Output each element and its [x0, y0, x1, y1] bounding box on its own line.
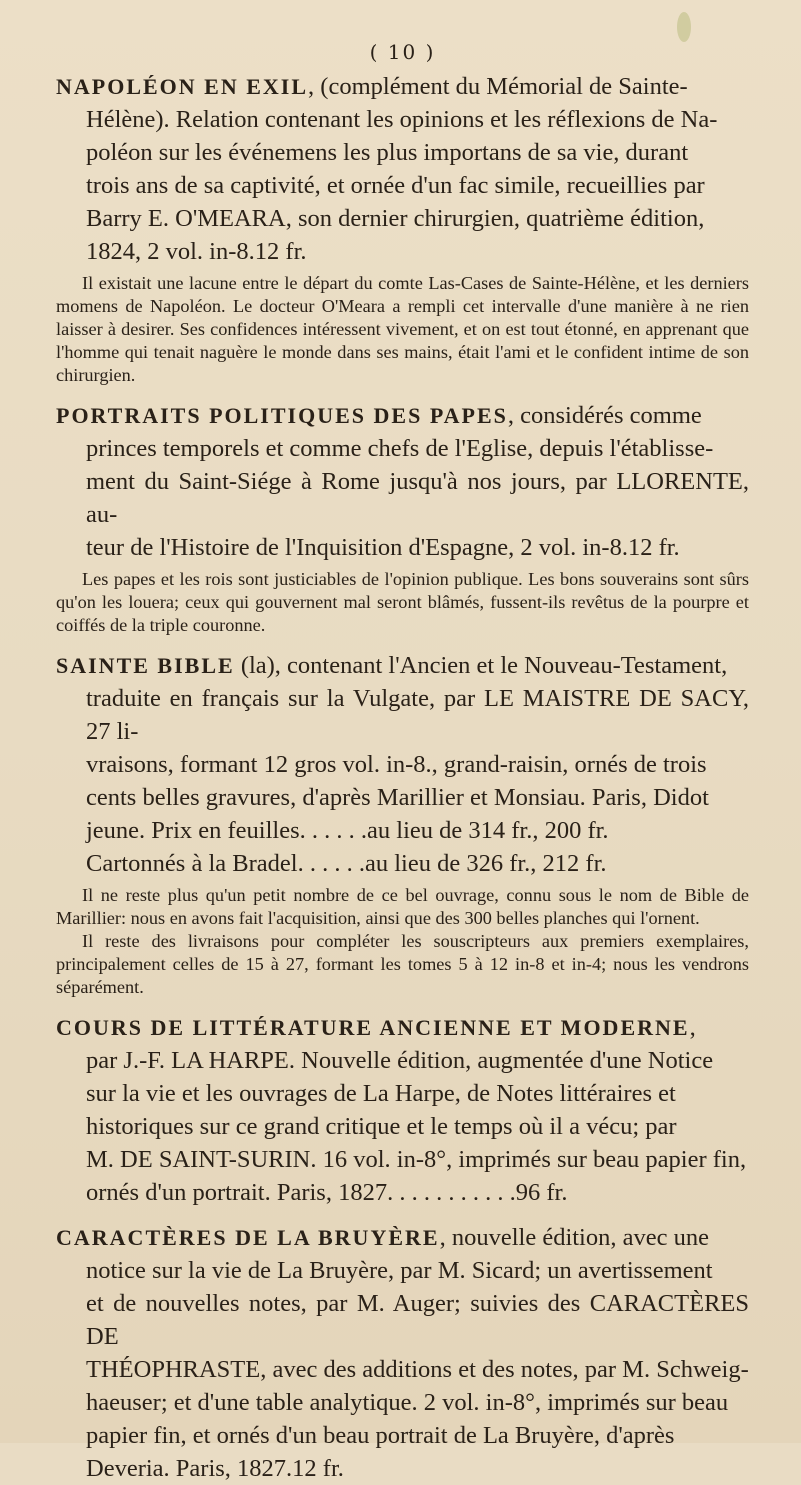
entry-note: Il existait une lacune entre le départ du comte Las-Cases de Sainte-Hélène, et les derniers momens de Napoléon. Le docteur O'Meara a rempli cet intervalle d'une manière à ne rien laisser à desirer. Ses confidences intéressent vivement, et on est tout étonné, en apprenant que l'homme qui tenait naguère le monde dans ses mains, était l'ami et le confident intime de son chirurgien.: [56, 273, 749, 385]
entry-heading: [56, 649, 749, 880]
price-line: [56, 1452, 749, 1485]
entry-text-line: traduite en français sur la Vulgate, par LE MAISTRE DE SACY, 27 li-: [86, 685, 749, 745]
catalog-entry-bible: [56, 649, 749, 999]
catalog-entry-papes: [56, 399, 749, 637]
entry-note: Il reste des livraisons pour compléter les souscripteurs aux premiers exemplaires, principalement celles de 15 à 27, formant les tomes 5 à 12 in-8 et in-4; nous les vendrons séparément.: [56, 931, 749, 997]
price-desc: 1824, 2 vol. in-8.: [86, 238, 255, 265]
price-line: [56, 531, 749, 564]
entry-text-line: princes temporels et comme chefs de l'Eglise, depuis l'établisse-: [86, 435, 714, 462]
entry-text-line: Hélène). Relation contenant les opinions et les réflexions de Na-: [86, 106, 718, 133]
entry-title: SAINTE BIBLE: [56, 653, 235, 678]
entry-heading: [56, 70, 749, 268]
price-line: [56, 814, 749, 847]
entry-text-line: Barry E. O'MEARA, son dernier chirurgien, quatrième édition,: [86, 205, 705, 232]
entry-text-line: , nouvelle édition, avec une: [439, 1224, 709, 1251]
price-line: [56, 235, 749, 268]
entry-text-line: par J.-F. LA HARPE. Nouvelle édition, augmentée d'une Notice: [86, 1047, 714, 1074]
entry-heading: [56, 1011, 749, 1209]
entry-text-line: (la), contenant l'Ancien et le Nouveau-Testament,: [234, 652, 728, 679]
entry-text-line: haeuser; et d'une table analytique. 2 vol. in-8°, imprimés sur beau: [86, 1389, 729, 1416]
catalog-entry-napoleon: [56, 70, 749, 387]
entry-text-line: historiques sur ce grand critique et le temps où il a vécu; par: [86, 1113, 677, 1140]
entry-text-line: M. DE SAINT-SURIN. 16 vol. in-8°, imprimés sur beau papier fin,: [86, 1146, 747, 1173]
entry-heading: [56, 399, 749, 564]
entry-text-line: et de nouvelles notes, par M. Auger; suivies des CARACTÈRES DE: [86, 1290, 749, 1350]
entry-text-line: , (complément du Mémorial de Sainte-: [308, 73, 688, 100]
price-desc: ornés d'un portrait. Paris, 1827. . . . . . . . . . .: [86, 1179, 516, 1206]
entry-title: NAPOLÉON EN EXIL: [56, 74, 309, 99]
entry-note: Les papes et les rois sont justiciables de l'opinion publique. Les bons souverains sont sûrs qu'on les louera; ceux qui gouvernent mal seront blâmés, fussent-ils revêtus de la pourpre et coiffés de la triple couronne.: [56, 569, 749, 635]
entry-title: CARACTÈRES DE LA BRUYÈRE: [56, 1225, 440, 1250]
entry-text-line: ,: [689, 1014, 696, 1041]
entry-text-line: trois ans de sa captivité, et ornée d'un fac simile, recueillies par: [86, 172, 705, 199]
paper-stain: [677, 12, 691, 42]
price-value: 96 fr.: [515, 1179, 568, 1206]
entry-text-line: THÉOPHRASTE, avec des additions et des notes, par M. Schweig-: [86, 1356, 749, 1383]
entry-text-line: vraisons, formant 12 gros vol. in-8., grand-raisin, ornés de trois: [86, 751, 707, 778]
catalog-entry-bruyere: [56, 1221, 749, 1485]
entry-text-line: poléon sur les événemens les plus importans de sa vie, durant: [86, 139, 689, 166]
price-desc: Deveria. Paris, 1827.: [86, 1455, 293, 1482]
entry-text-line: papier fin, et ornés d'un beau portrait de La Bruyère, d'après: [86, 1422, 675, 1449]
price-value: 12 fr.: [627, 534, 680, 561]
entry-title: COURS DE LITTÉRATURE ANCIENNE ET MODERNE: [56, 1015, 690, 1040]
price-desc: Cartonnés à la Bradel. . . . . .: [86, 850, 365, 877]
price-desc: teur de l'Histoire de l'Inquisition d'Espagne, 2 vol. in-8.: [86, 534, 628, 561]
entry-text-line: , considérés comme: [507, 402, 702, 429]
entry-note: Il ne reste plus qu'un petit nombre de ce bel ouvrage, connu sous le nom de Bible de Marillier: nous en avons fait l'acquisition, ainsi que des 300 belles planches qui l'ornent.: [56, 885, 749, 928]
price-value: 12 fr.: [254, 238, 307, 265]
entry-text-line: notice sur la vie de La Bruyère, par M. Sicard; un avertissement: [86, 1257, 713, 1284]
price-desc: jeune. Prix en feuilles. . . . . .: [86, 817, 368, 844]
price-value: au lieu de 326 fr., 212 fr.: [364, 850, 607, 877]
price-line: [56, 1176, 749, 1209]
price-value: au lieu de 314 fr., 200 fr.: [367, 817, 609, 844]
entry-text-line: sur la vie et les ouvrages de La Harpe, de Notes littéraires et: [86, 1080, 676, 1107]
entry-text-line: ment du Saint-Siége à Rome jusqu'à nos jours, par LLORENTE, au-: [86, 468, 749, 528]
price-line: [56, 847, 749, 880]
page-number: ( 10 ): [369, 40, 436, 64]
catalog-entry-cours: [56, 1011, 749, 1209]
price-value: 12 fr.: [292, 1455, 344, 1482]
entry-title: PORTRAITS POLITIQUES DES PAPES: [56, 403, 508, 428]
entry-heading: [56, 1221, 749, 1485]
entry-text-line: cents belles gravures, d'après Marillier et Monsiau. Paris, Didot: [86, 784, 709, 811]
